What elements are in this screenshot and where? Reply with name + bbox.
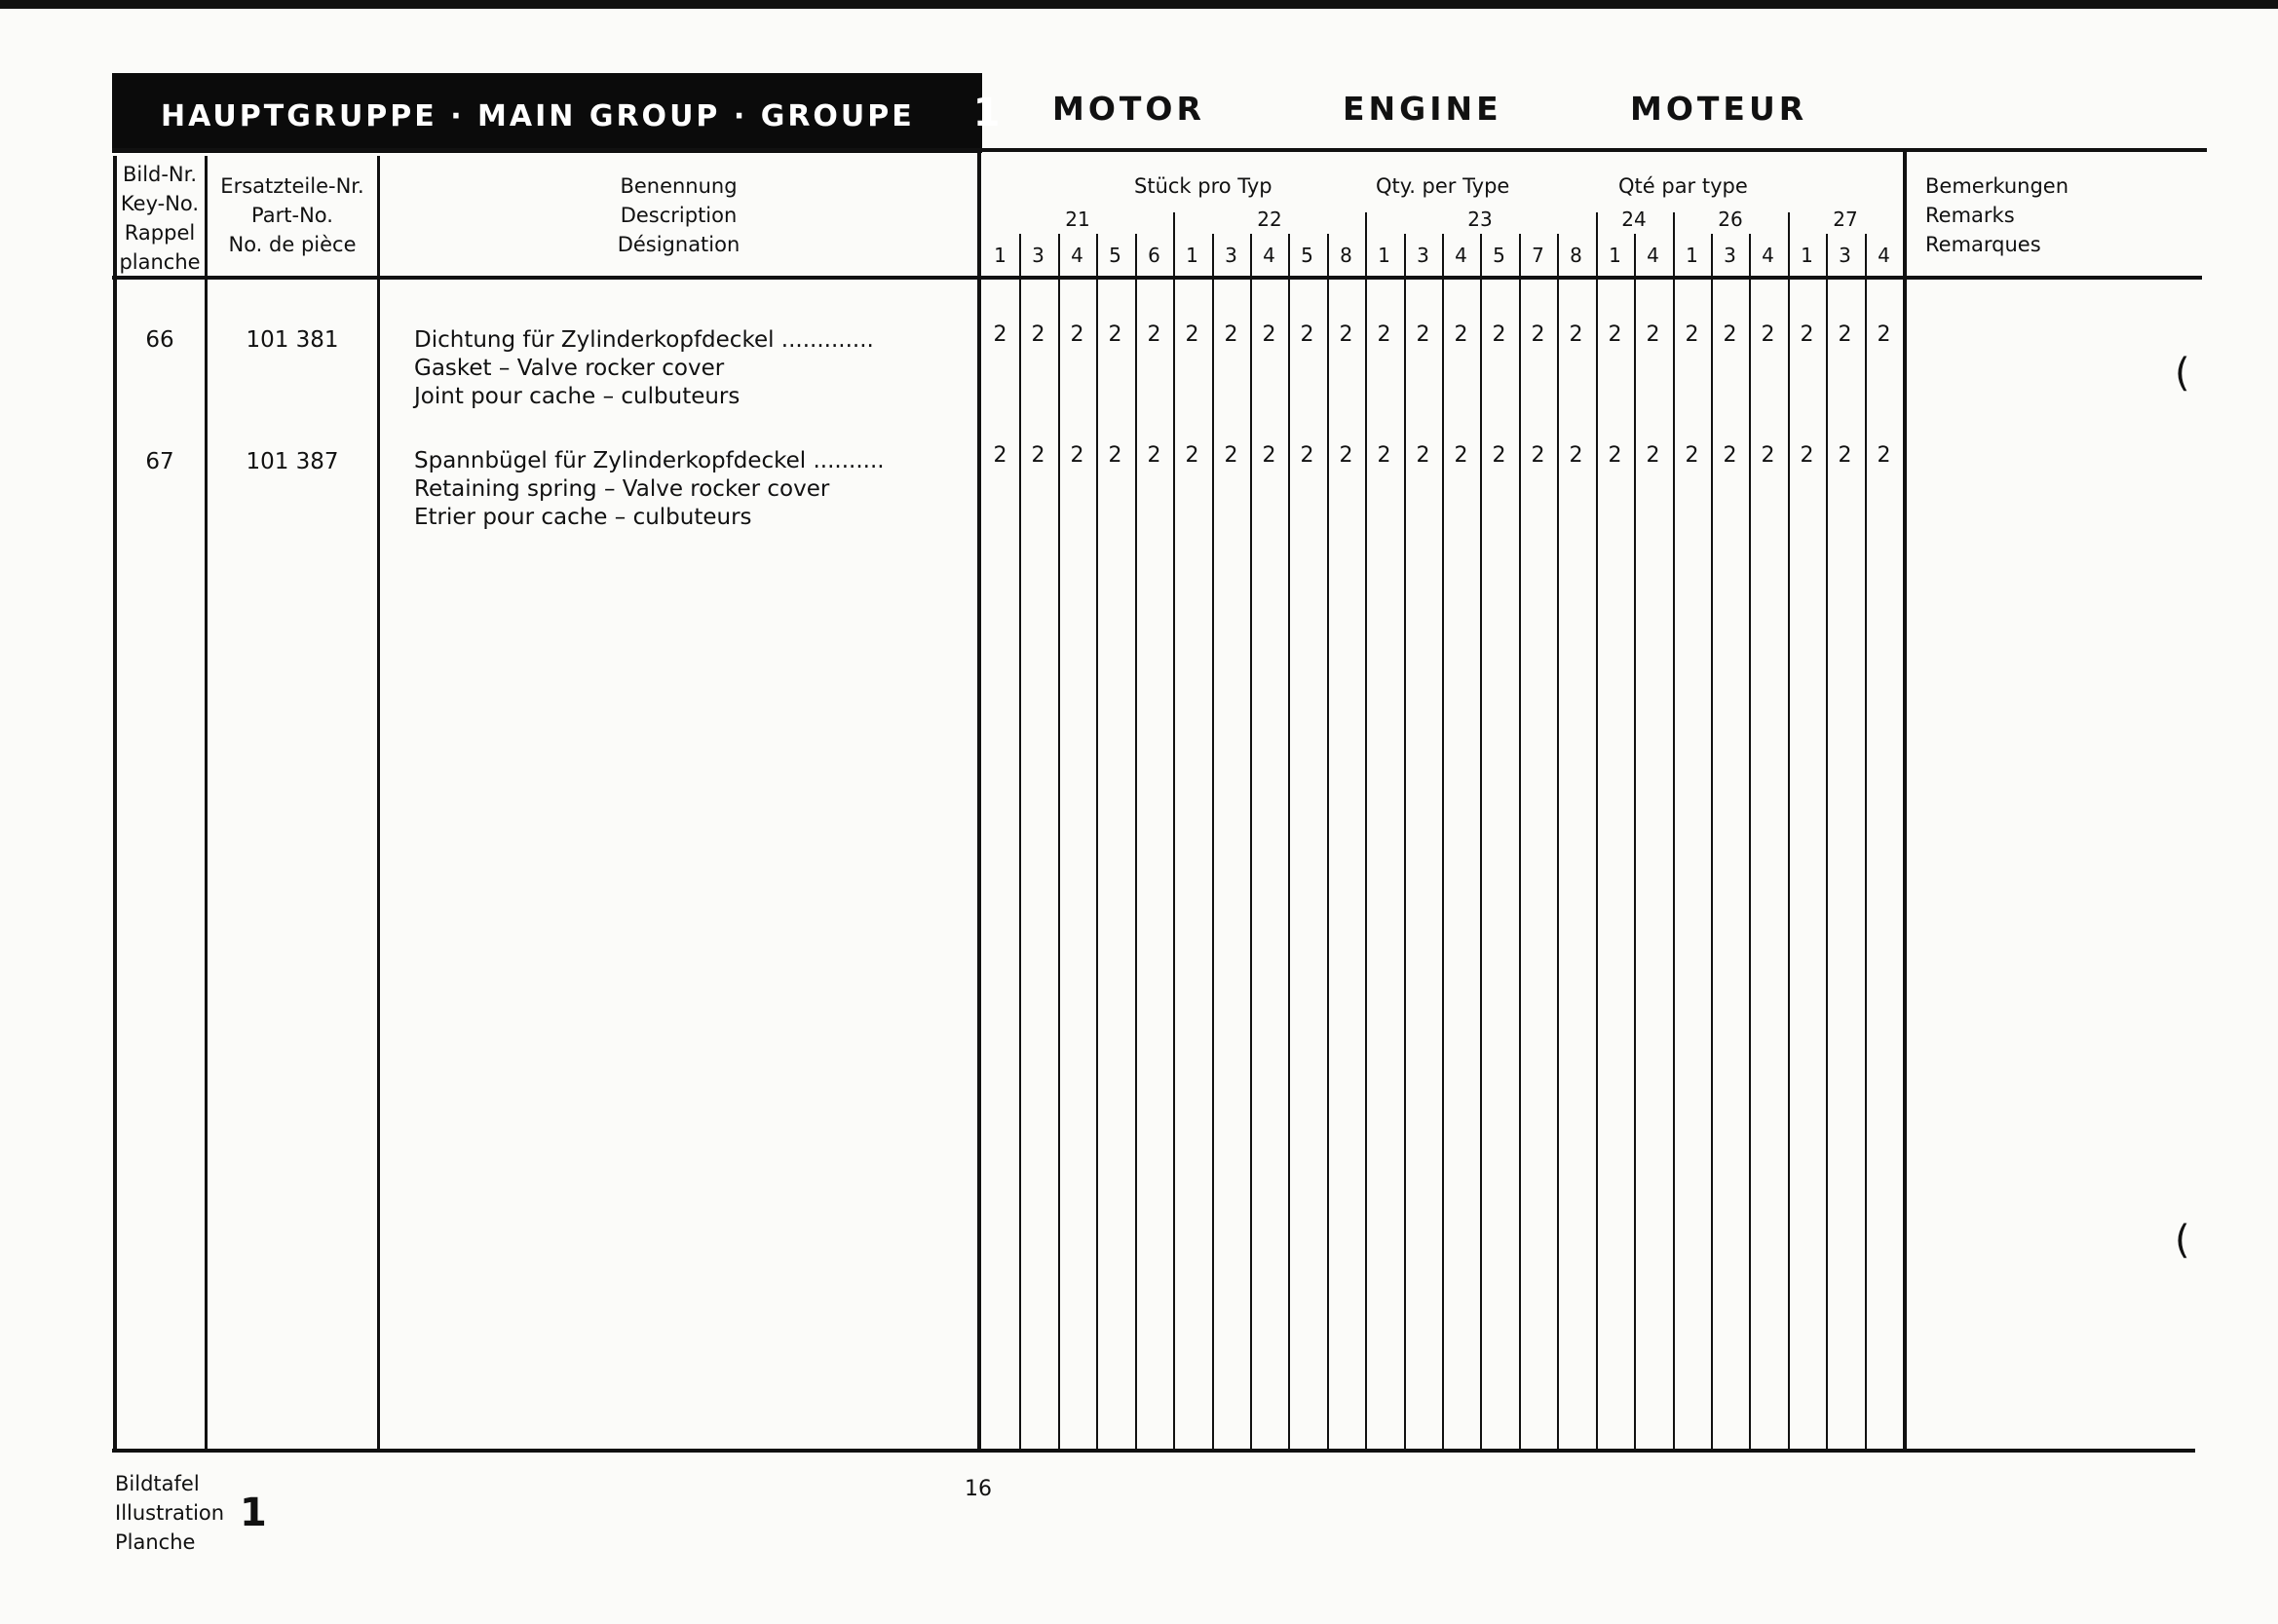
type-group-label: 24 [1621, 208, 1647, 231]
qty-cell: 2 [1224, 443, 1238, 468]
type-column-header: 8 [1340, 244, 1352, 267]
qty-header-en: Qty. per Type [1376, 174, 1510, 198]
qty-column-rule [1288, 234, 1290, 1452]
row-66-part-no: 101 381 [246, 327, 339, 353]
type-column-header: 3 [1839, 244, 1851, 267]
type-column-header: 3 [1032, 244, 1044, 267]
type-column-header: 4 [1647, 244, 1659, 267]
type-group-label: 26 [1718, 208, 1743, 231]
qty-cell: 2 [1262, 322, 1276, 347]
qty-column-rule [1058, 234, 1060, 1452]
main-group-banner [112, 73, 1004, 153]
qty-cell: 2 [1685, 443, 1699, 468]
type-column-header: 5 [1109, 244, 1121, 267]
type-column-header: 5 [1301, 244, 1313, 267]
binder-hole-bottom: ( [2175, 1218, 2190, 1263]
qty-cell: 2 [1608, 443, 1622, 468]
type-column-header: 3 [1225, 244, 1237, 267]
qty-column-rule [1173, 234, 1175, 1452]
qty-cell: 2 [1646, 322, 1660, 347]
type-column-header: 1 [994, 244, 1006, 267]
qty-cell: 2 [1300, 322, 1314, 347]
qty-cell: 2 [1108, 443, 1122, 468]
row-66-key: 66 [145, 327, 174, 353]
qty-cell: 2 [1300, 443, 1314, 468]
qty-cell: 2 [1800, 443, 1814, 468]
part-no-header: Ersatzteile-Nr. Part-No. No. de pièce [220, 174, 364, 256]
header-top-rule [112, 148, 2207, 152]
description-header: Benennung Description Désignation [617, 174, 740, 256]
qty-cell: 2 [1761, 322, 1775, 347]
type-group-separator [1673, 212, 1675, 238]
qty-column-rule [1903, 151, 1907, 1452]
header-bottom-rule [112, 276, 2202, 280]
qty-cell: 2 [1147, 443, 1161, 468]
qty-column-rule [1634, 234, 1636, 1452]
qty-cell: 2 [1031, 322, 1045, 347]
row-67-part-no: 101 387 [246, 449, 339, 474]
qty-cell: 2 [1224, 322, 1238, 347]
qty-cell: 2 [1723, 443, 1737, 468]
page-number: 16 [965, 1477, 992, 1501]
qty-cell: 2 [993, 322, 1007, 347]
qty-cell: 2 [1877, 322, 1891, 347]
qty-cell: 2 [1838, 443, 1852, 468]
row-67-description: Spannbügel für Zylinderkopfdeckel .......... Retaining spring – Valve rocker cover Etrier pour cache – culbuteurs [414, 448, 885, 530]
qty-column-rule [1865, 234, 1867, 1452]
qty-cell: 2 [1492, 443, 1506, 468]
title-de: MOTOR [1052, 90, 1205, 128]
qty-cell: 2 [1070, 443, 1084, 468]
qty-cell: 2 [1454, 443, 1468, 468]
qty-cell: 2 [1339, 322, 1353, 347]
qty-cell: 2 [1838, 322, 1852, 347]
type-group-separator [1365, 212, 1367, 238]
qty-cell: 2 [1569, 443, 1583, 468]
qty-header-de: Stück pro Typ [1134, 174, 1272, 198]
qty-cell: 2 [1416, 322, 1430, 347]
row-67-key: 67 [145, 449, 174, 474]
qty-cell: 2 [1147, 322, 1161, 347]
qty-column-rule [1557, 234, 1559, 1452]
qty-cell: 2 [1070, 322, 1084, 347]
type-column-header: 3 [1417, 244, 1429, 267]
qty-column-rule [1442, 234, 1444, 1452]
type-group-separator [1596, 212, 1598, 238]
qty-column-rule [1749, 234, 1751, 1452]
type-column-header: 1 [1186, 244, 1198, 267]
qty-column-rule [1404, 234, 1406, 1452]
type-column-header: 6 [1148, 244, 1160, 267]
table-bottom-rule [112, 1449, 2195, 1453]
qty-column-rule [1596, 234, 1598, 1452]
type-column-header: 1 [1686, 244, 1698, 267]
qty-column-rule [1788, 234, 1790, 1452]
type-group-label: 23 [1467, 208, 1493, 231]
qty-cell: 2 [1685, 322, 1699, 347]
qty-cell: 2 [1492, 322, 1506, 347]
qty-cell: 2 [1185, 322, 1199, 347]
qty-column-rule [1250, 234, 1252, 1452]
plate-label: Bildtafel Illustration Planche [115, 1472, 225, 1554]
type-column-header: 4 [1878, 244, 1890, 267]
qty-cell: 2 [1608, 322, 1622, 347]
qty-cell: 2 [1339, 443, 1353, 468]
qty-column-rule [1212, 234, 1214, 1452]
type-group-label: 21 [1065, 208, 1090, 231]
scan-top-edge [0, 0, 2278, 9]
type-column-header: 4 [1263, 244, 1275, 267]
qty-cell: 2 [1185, 443, 1199, 468]
qty-column-rule [1135, 234, 1137, 1452]
banner-group-number: 1 [972, 91, 1004, 135]
qty-cell: 2 [1877, 443, 1891, 468]
qty-column-rule [1365, 234, 1367, 1452]
qty-cell: 2 [1454, 322, 1468, 347]
qty-cell: 2 [1377, 322, 1391, 347]
key-no-header: Bild-Nr. Key-No. Rappel planche [119, 163, 201, 274]
qty-cell: 2 [1531, 443, 1545, 468]
qty-column-rule [1826, 234, 1828, 1452]
qty-cell: 2 [1108, 322, 1122, 347]
qty-cell: 2 [1416, 443, 1430, 468]
banner-text: HAUPTGRUPPE · MAIN GROUP · GROUPE [161, 99, 915, 133]
type-column-header: 7 [1532, 244, 1544, 267]
type-column-header: 1 [1609, 244, 1621, 267]
title-en: ENGINE [1343, 90, 1502, 128]
qty-cell: 2 [1569, 322, 1583, 347]
type-group-label: 22 [1257, 208, 1282, 231]
type-column-header: 1 [1378, 244, 1390, 267]
title-fr: MOTEUR [1630, 90, 1808, 128]
qty-cell: 2 [1723, 322, 1737, 347]
qty-cell: 2 [1761, 443, 1775, 468]
type-column-header: 3 [1724, 244, 1736, 267]
qty-column-rule [1096, 234, 1098, 1452]
qty-column-rule [1480, 234, 1482, 1452]
qty-column-rule [1711, 234, 1713, 1452]
type-group-label: 27 [1833, 208, 1858, 231]
type-column-header: 8 [1570, 244, 1582, 267]
type-group-separator [1788, 212, 1790, 238]
qty-cell: 2 [993, 443, 1007, 468]
qty-cell: 2 [1800, 322, 1814, 347]
qty-column-rule [1327, 234, 1329, 1452]
qty-column-rule [1673, 234, 1675, 1452]
qty-cell: 2 [1646, 443, 1660, 468]
type-column-header: 4 [1762, 244, 1774, 267]
remarks-header: Bemerkungen Remarks Remarques [1925, 174, 2069, 256]
qty-header-fr: Qté par type [1618, 174, 1748, 198]
part-column-rule [377, 156, 380, 1452]
qty-cell: 2 [1377, 443, 1391, 468]
qty-cell: 2 [1262, 443, 1276, 468]
qty-cell: 2 [1031, 443, 1045, 468]
type-column-header: 4 [1455, 244, 1467, 267]
type-group-separator [1173, 212, 1175, 238]
type-column-header: 5 [1493, 244, 1505, 267]
qty-cell: 2 [1531, 322, 1545, 347]
qty-column-rule [1519, 234, 1521, 1452]
qty-column-rule [1019, 234, 1021, 1452]
row-66-description: Dichtung für Zylinderkopfdeckel ............. Gasket – Valve rocker cover Joint pour cache – culbuteurs [414, 327, 874, 409]
type-column-header: 1 [1801, 244, 1813, 267]
binder-hole-top: ( [2175, 351, 2190, 396]
plate-number: 1 [240, 1491, 267, 1535]
type-column-header: 4 [1071, 244, 1083, 267]
